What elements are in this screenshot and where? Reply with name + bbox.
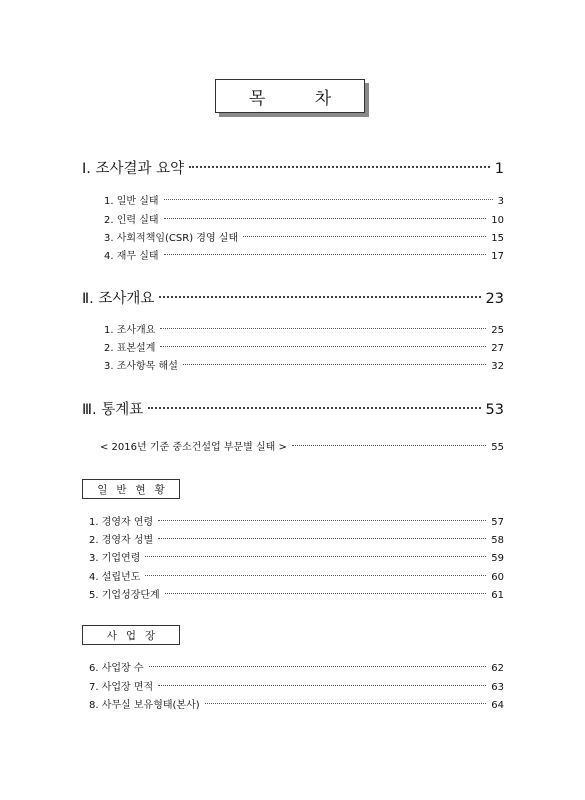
toc-item-label: 1. 일반 실태 bbox=[104, 196, 159, 207]
toc-item-label: 2. 표본설계 bbox=[104, 343, 156, 354]
toc-item[interactable] bbox=[89, 659, 504, 674]
toc-item-page: 27 bbox=[491, 343, 504, 354]
toc-item[interactable] bbox=[104, 321, 504, 336]
toc-section-3[interactable] bbox=[82, 398, 504, 419]
dot-leader bbox=[164, 218, 487, 219]
toc-title-box bbox=[215, 79, 369, 117]
toc-item[interactable] bbox=[104, 357, 504, 372]
dot-leader bbox=[160, 328, 486, 329]
toc-item-page: 17 bbox=[491, 251, 504, 262]
group-heading: 사업장 bbox=[106, 629, 165, 642]
toc-special-entry[interactable] bbox=[100, 438, 504, 453]
toc-item-page: 57 bbox=[491, 517, 504, 528]
toc-item-page: 10 bbox=[491, 215, 504, 226]
dot-leader bbox=[159, 296, 480, 298]
toc-item-label: 2. 인력 실태 bbox=[104, 215, 159, 226]
title-frame bbox=[215, 79, 365, 113]
toc-section-page: 23 bbox=[485, 291, 504, 307]
toc-item[interactable] bbox=[89, 568, 504, 583]
toc-item-label: 6. 사업장 수 bbox=[89, 663, 144, 674]
toc-item-page: 59 bbox=[491, 553, 504, 564]
dot-leader bbox=[160, 346, 486, 347]
toc-item-page: 58 bbox=[491, 535, 504, 546]
dot-leader bbox=[145, 556, 486, 557]
toc-item-page: 63 bbox=[491, 682, 504, 693]
group-heading-box bbox=[82, 479, 180, 499]
toc-item-page: 64 bbox=[491, 700, 504, 711]
dot-leader bbox=[158, 538, 486, 539]
dot-leader bbox=[158, 520, 486, 521]
toc-item[interactable] bbox=[89, 549, 504, 564]
toc-item-page: 32 bbox=[491, 361, 504, 372]
toc-section-1[interactable] bbox=[82, 157, 504, 178]
toc-item-label: 2. 경영자 성별 bbox=[89, 535, 154, 546]
toc-item[interactable] bbox=[89, 586, 504, 601]
toc-item[interactable] bbox=[104, 247, 504, 262]
toc-item-page: 25 bbox=[491, 325, 504, 336]
group-heading: 일반현황 bbox=[97, 483, 174, 496]
group-heading-box bbox=[82, 625, 180, 645]
toc-item[interactable] bbox=[89, 531, 504, 546]
dot-leader bbox=[165, 593, 487, 594]
toc-item-label: 3. 조사항목 해설 bbox=[104, 361, 178, 372]
toc-item-label: < 2016년 기준 중소건설업 부문별 실태 > bbox=[100, 442, 287, 453]
toc-item[interactable] bbox=[89, 513, 504, 528]
dot-leader bbox=[164, 254, 487, 255]
dot-leader bbox=[183, 364, 486, 365]
toc-item-label: 3. 기업연령 bbox=[89, 553, 141, 564]
toc-section-2[interactable] bbox=[82, 287, 504, 308]
dot-leader bbox=[149, 666, 487, 667]
toc-section-label: Ⅱ. 조사개요 bbox=[82, 291, 155, 307]
toc-item-page: 60 bbox=[491, 572, 504, 583]
toc-item-page: 55 bbox=[491, 442, 504, 453]
dot-leader bbox=[292, 445, 486, 446]
toc-item[interactable] bbox=[104, 192, 504, 207]
page-title: 목 차 bbox=[248, 88, 354, 109]
toc-item-label: 8. 사무실 보유형태(본사) bbox=[89, 700, 200, 711]
toc-item-label: 1. 경영자 연령 bbox=[89, 517, 154, 528]
toc-item-page: 62 bbox=[491, 663, 504, 674]
dot-leader bbox=[189, 166, 490, 168]
toc-item-page: 61 bbox=[491, 590, 504, 601]
toc-section-label: Ⅰ. 조사결과 요약 bbox=[82, 161, 185, 177]
toc-item-label: 1. 조사개요 bbox=[104, 325, 156, 336]
toc-section-label: Ⅲ. 통계표 bbox=[82, 402, 144, 418]
toc-item-label: 7. 사업장 면적 bbox=[89, 682, 154, 693]
dot-leader bbox=[164, 199, 493, 200]
dot-leader bbox=[158, 685, 486, 686]
toc-item-label: 5. 기업성장단계 bbox=[89, 590, 160, 601]
toc-item[interactable] bbox=[89, 678, 504, 693]
toc-item[interactable] bbox=[104, 339, 504, 354]
toc-section-page: 1 bbox=[494, 161, 504, 177]
toc-item-label: 4. 재무 실태 bbox=[104, 251, 159, 262]
toc-section-page: 53 bbox=[485, 402, 504, 418]
toc-item-label: 4. 설립년도 bbox=[89, 572, 141, 583]
dot-leader bbox=[205, 703, 487, 704]
toc-item[interactable] bbox=[104, 211, 504, 226]
toc-item[interactable] bbox=[104, 229, 504, 244]
dot-leader bbox=[148, 407, 480, 409]
toc-item-page: 15 bbox=[491, 233, 504, 244]
toc-item-page: 3 bbox=[497, 196, 504, 207]
dot-leader bbox=[243, 236, 486, 237]
toc-item[interactable] bbox=[89, 696, 504, 711]
dot-leader bbox=[145, 575, 486, 576]
toc-item-label: 3. 사회적책임(CSR) 경영 실태 bbox=[104, 233, 239, 244]
